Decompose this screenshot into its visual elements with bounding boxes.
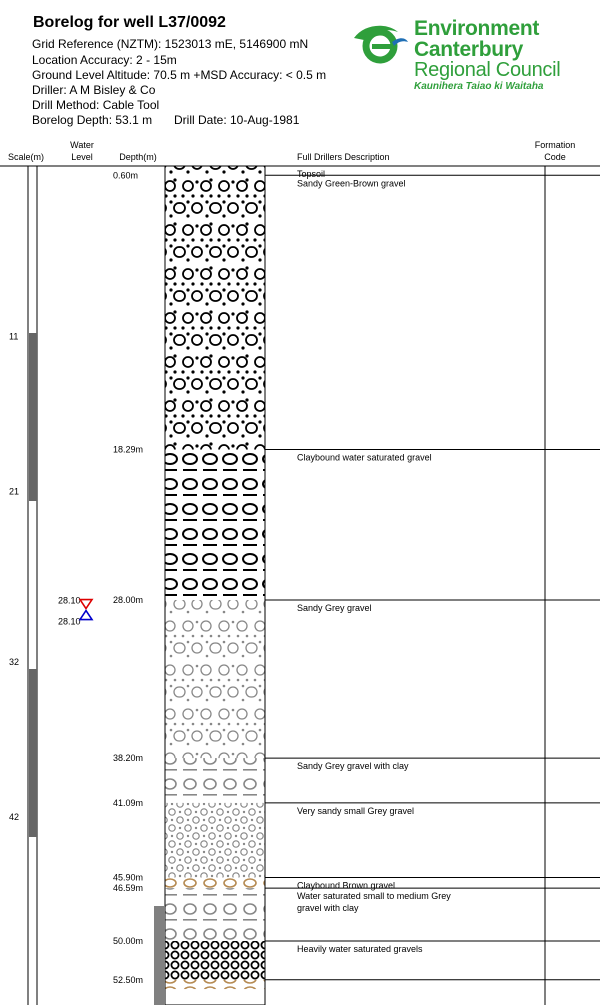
casing-marker [155,906,163,1005]
scale-band [29,669,37,837]
layer-depth-label: 50.00m [113,936,144,946]
scale-tick-label: 32 [9,657,20,667]
grid-reference: Grid Reference (NZTM): 1523013 mE, 5146900 mN [32,37,309,51]
layer-description: Heavily water saturated gravels [297,944,423,954]
logo-line-canterbury: Canterbury [414,38,524,61]
layer-description: Water saturated small to medium Grey gravel with clay [297,891,451,914]
layer-depth-label: 41.09m [113,797,144,808]
water-level-value-bottom: 28.10 [58,616,81,627]
layer-depth-label: 45.90m [113,872,144,883]
driller: Driller: A M Bisley & Co [32,83,156,97]
layer-description: Sandy Grey gravel with clay [297,761,409,772]
layer-fill [165,449,265,600]
scale-tick-label: 11 [9,331,19,342]
layer-description: Very sandy small Grey gravel [297,805,415,816]
logo-line-environment: Environment [414,17,540,40]
layer-description: Sandy Grey gravel [297,603,372,613]
layer-fill [165,888,265,941]
layer-depth-label: 52.50m [113,974,144,985]
water-level-down-triangle-icon [80,600,92,609]
layer-fill [165,175,265,449]
borelog-title: Borelog for well L37/0092 [33,14,226,31]
layer-fill [165,803,265,878]
layer-description: Claybound Brown gravel [297,880,396,891]
layer-description: Claybound water saturated gravel [297,452,432,463]
col-header-description: Full Drillers Description [297,152,390,162]
scale-tick-label: 21 [9,486,20,497]
layer-depth-label: 0.60m [113,170,139,181]
drill-method: Drill Method: Cable Tool [32,98,160,112]
water-level-value-top: 28.10 [58,595,81,606]
layer-depth-label: 46.59m [113,883,144,894]
layer-depth-label: 28.00m [113,595,144,605]
layer-description: Sandy Green-Brown gravel [297,178,406,189]
water-level-marker [58,596,92,627]
layer-fill [165,877,265,888]
col-header-code: Code [544,152,566,162]
col-header-water: Water [70,140,94,150]
layer-depth-label: 38.20m [113,753,144,764]
logo-line-regional-council: Regional Council [414,59,561,81]
col-header-formation: Formation [534,140,576,150]
scale-band [29,333,37,501]
drill-date: Drill Date: 10-Aug-1981 [174,113,300,127]
layer-description: Topsoil [297,169,326,179]
layer-fill [165,980,265,989]
layer-fill [165,758,265,803]
logo-tagline: Kaunihera Taiao ki Waitaha [414,81,544,92]
location-accuracy: Location Accuracy: 2 - 15m [32,53,177,67]
water-level-up-triangle-icon [80,611,92,620]
borelog-depth: Borelog Depth: 53.1 m [32,113,153,127]
layer-fill [165,941,265,980]
layer-fill [165,166,265,175]
layer-depth-label: 18.29m [113,444,144,455]
col-header-depth: Depth(m) [119,152,157,162]
scale-tick-label: 42 [9,812,20,822]
ground-level-altitude: Ground Level Altitude: 70.5 m +MSD Accuracy: < 0.5 m [32,68,327,82]
col-header-level: Level [71,152,93,162]
col-header-scale: Scale(m) [8,152,45,162]
layer-fill [165,600,265,758]
